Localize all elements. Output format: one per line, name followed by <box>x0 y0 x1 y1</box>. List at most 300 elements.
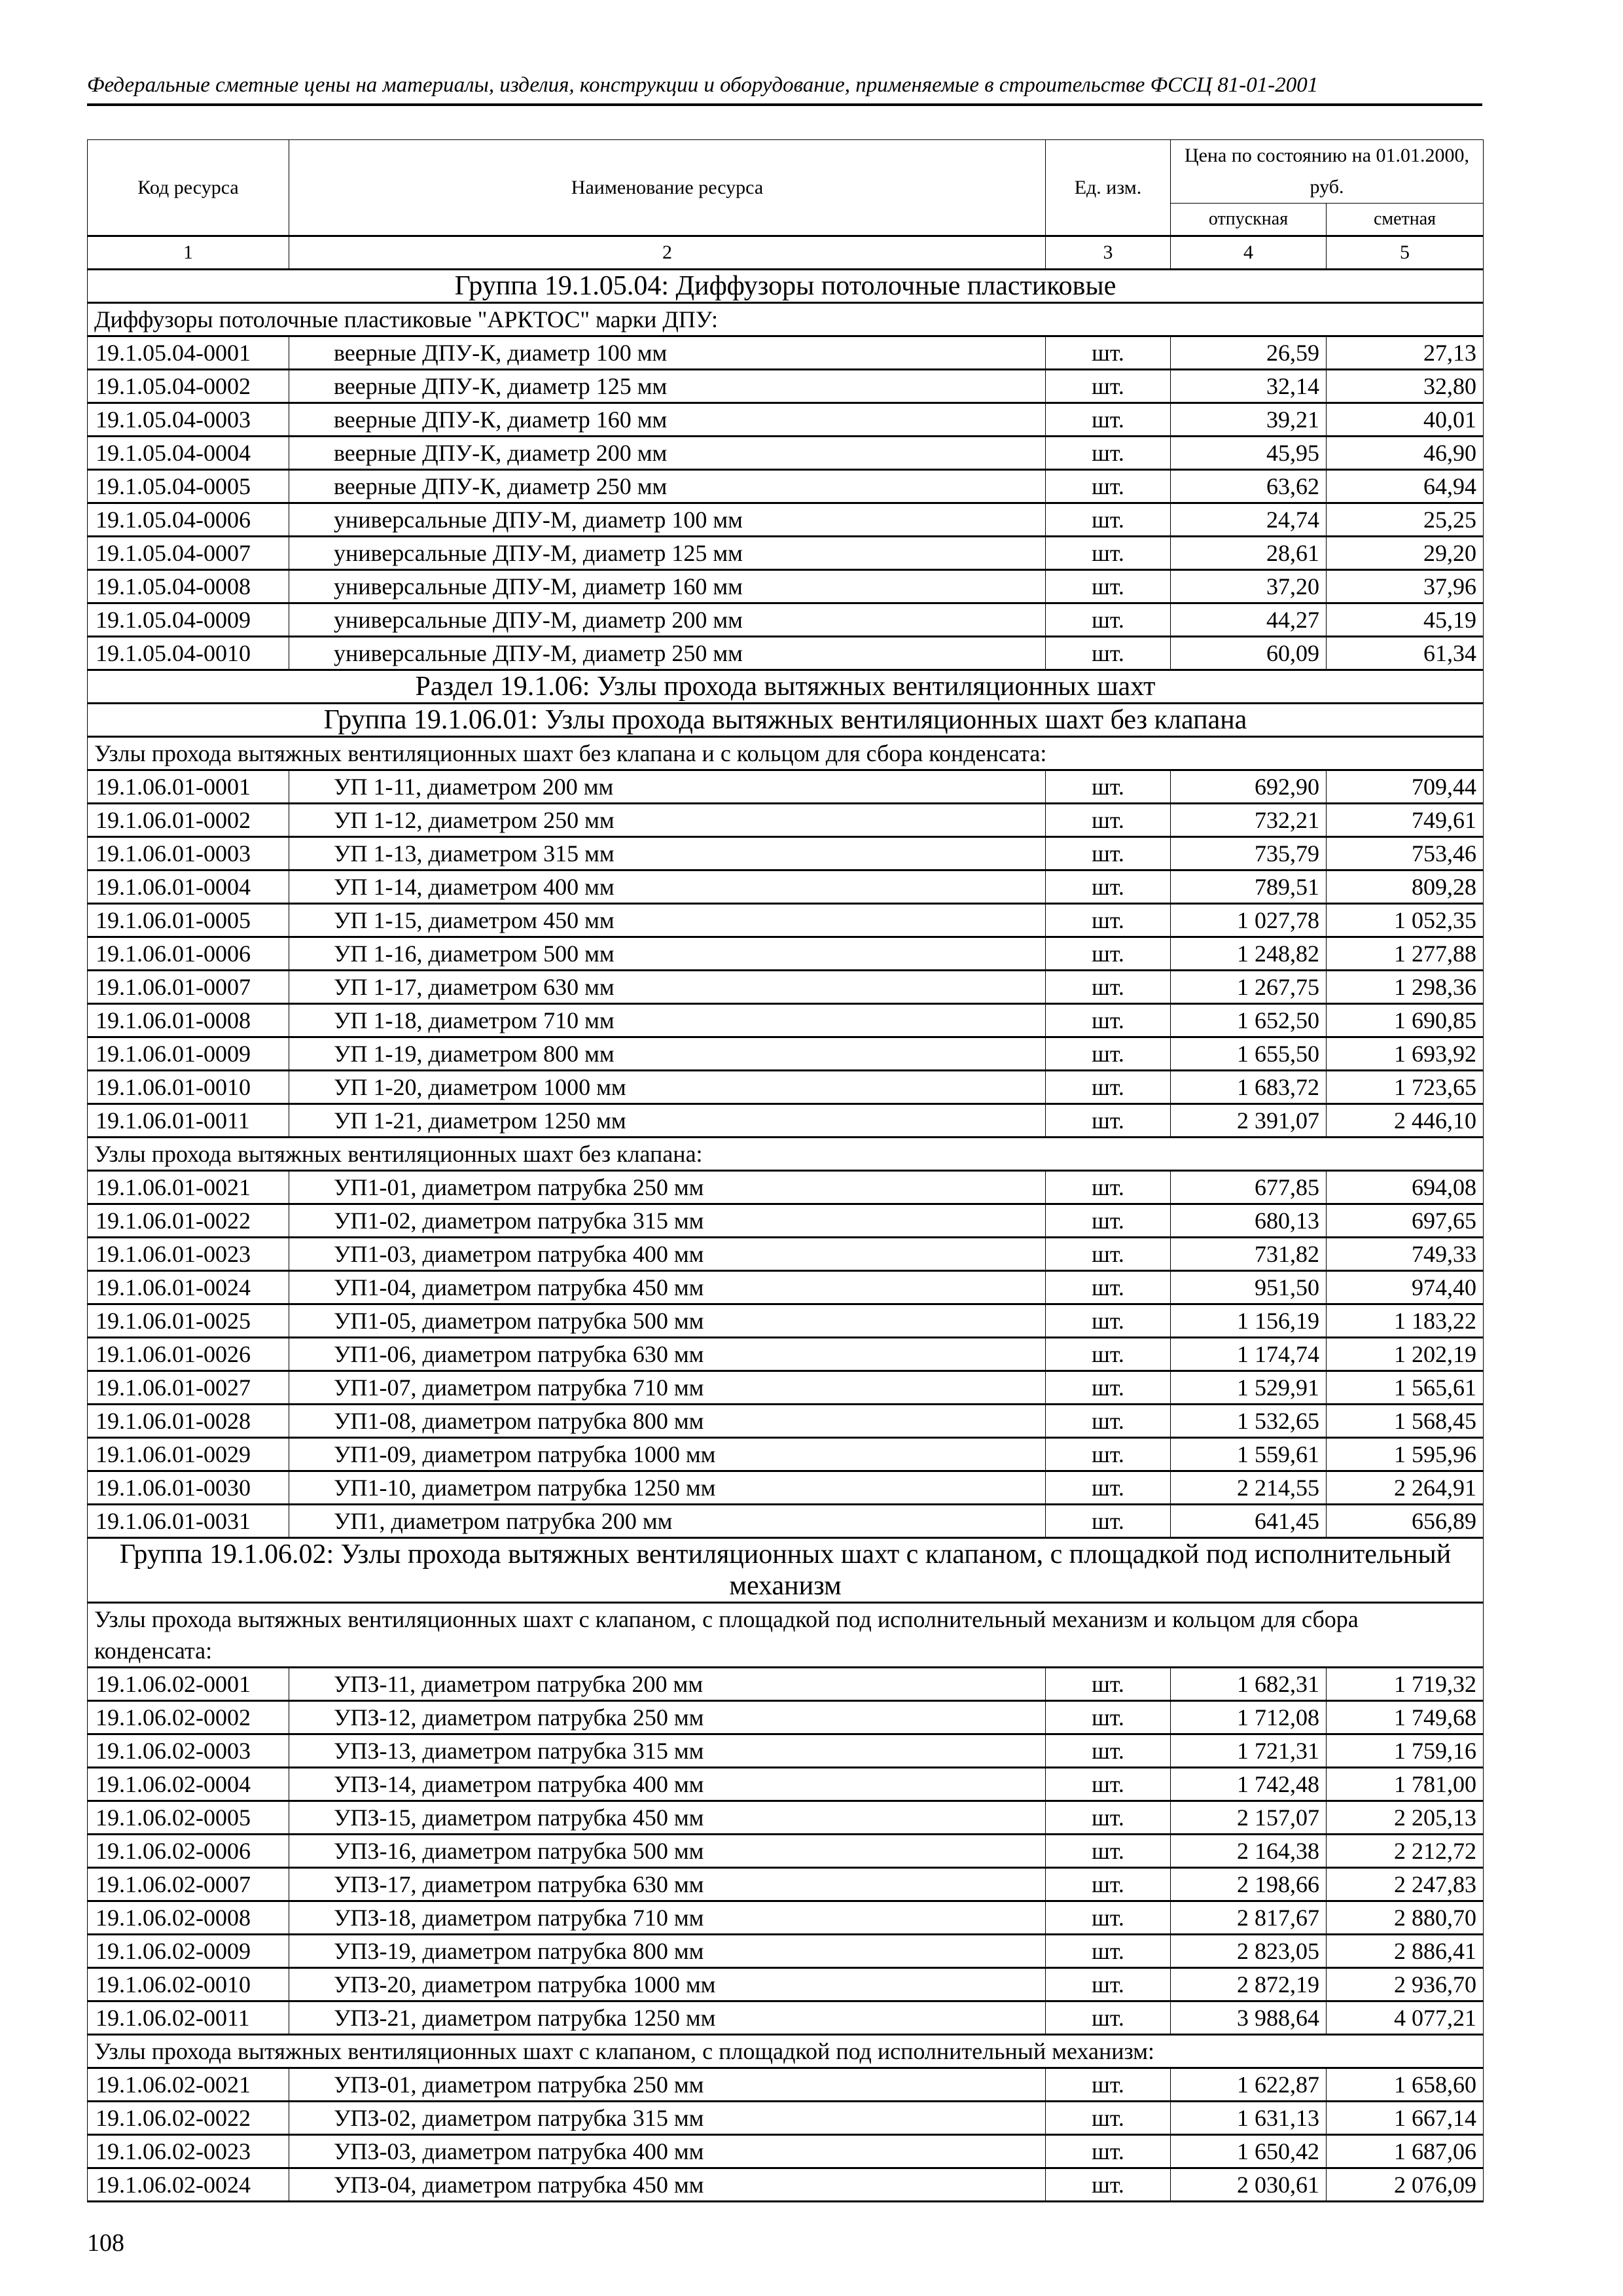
table-row <box>88 2102 1484 2135</box>
header-rule <box>87 103 1482 106</box>
resource-code: 19.1.06.02-0006 <box>88 1835 289 1868</box>
resource-name: УП1-04, диаметром патрубка 450 мм <box>289 1271 1046 1304</box>
resource-code: 19.1.05.04-0002 <box>88 370 289 403</box>
group-title-row <box>88 704 1484 737</box>
unit: шт. <box>1046 1438 1171 1471</box>
resource-code: 19.1.06.02-0004 <box>88 1768 289 1801</box>
price-release: 1 683,72 <box>1171 1071 1327 1104</box>
resource-code: 19.1.06.01-0031 <box>88 1505 289 1538</box>
table-row <box>88 1801 1484 1835</box>
price-release: 641,45 <box>1171 1505 1327 1538</box>
resource-code: 19.1.06.01-0029 <box>88 1438 289 1471</box>
resource-code: 19.1.06.01-0021 <box>88 1171 289 1204</box>
resource-code: 19.1.05.04-0001 <box>88 336 289 370</box>
table-row <box>88 1734 1484 1768</box>
price-release: 32,14 <box>1171 370 1327 403</box>
table-row <box>88 1968 1484 2001</box>
resource-name: УП 1-13, диаметром 315 мм <box>289 837 1046 870</box>
unit: шт. <box>1046 603 1171 637</box>
resource-code: 19.1.06.01-0004 <box>88 870 289 904</box>
price-release: 45,95 <box>1171 437 1327 470</box>
unit: шт. <box>1046 1004 1171 1037</box>
column-number-row <box>88 236 1484 270</box>
header-code: Код ресурса <box>88 140 289 236</box>
price-estimate: 2 076,09 <box>1327 2168 1484 2202</box>
price-estimate: 1 690,85 <box>1327 1004 1484 1037</box>
unit: шт. <box>1046 1271 1171 1304</box>
unit: шт. <box>1046 2102 1171 2135</box>
resource-name: УП1-06, диаметром патрубка 630 мм <box>289 1338 1046 1371</box>
resource-code: 19.1.06.01-0002 <box>88 804 289 837</box>
price-release: 1 622,87 <box>1171 2068 1327 2102</box>
unit: шт. <box>1046 2068 1171 2102</box>
price-release: 735,79 <box>1171 837 1327 870</box>
price-estimate: 2 247,83 <box>1327 1868 1484 1901</box>
table-row <box>88 2068 1484 2102</box>
subgroup-title: Узлы прохода вытяжных вентиляционных шахт без клапана: <box>88 1138 1484 1171</box>
price-release: 37,20 <box>1171 570 1327 603</box>
unit: шт. <box>1046 437 1171 470</box>
price-estimate: 46,90 <box>1327 437 1484 470</box>
resource-code: 19.1.06.01-0009 <box>88 1037 289 1071</box>
price-release: 1 529,91 <box>1171 1371 1327 1405</box>
resource-code: 19.1.06.01-0003 <box>88 837 289 870</box>
table-row <box>88 937 1484 971</box>
unit: шт. <box>1046 1968 1171 2001</box>
unit: шт. <box>1046 1835 1171 1868</box>
price-estimate: 1 749,68 <box>1327 1701 1484 1734</box>
table-row <box>88 336 1484 370</box>
resource-code: 19.1.06.01-0027 <box>88 1371 289 1405</box>
table-row <box>88 1204 1484 1238</box>
price-release: 1 267,75 <box>1171 971 1327 1004</box>
price-release: 2 164,38 <box>1171 1835 1327 1868</box>
header-price-estimate: сметная <box>1327 204 1484 236</box>
price-release: 951,50 <box>1171 1271 1327 1304</box>
price-release: 2 823,05 <box>1171 1935 1327 1968</box>
price-release: 2 817,67 <box>1171 1901 1327 1935</box>
price-estimate: 2 886,41 <box>1327 1935 1484 1968</box>
table-row <box>88 971 1484 1004</box>
price-release: 3 988,64 <box>1171 2001 1327 2035</box>
resource-name: веерные ДПУ-К, диаметр 250 мм <box>289 470 1046 503</box>
resource-code: 19.1.06.01-0024 <box>88 1271 289 1304</box>
price-table <box>87 139 1484 2202</box>
resource-name: УП 1-18, диаметром 710 мм <box>289 1004 1046 1037</box>
resource-name: УП 1-20, диаметром 1000 мм <box>289 1071 1046 1104</box>
resource-code: 19.1.05.04-0010 <box>88 637 289 670</box>
resource-name: УПЗ-18, диаметром патрубка 710 мм <box>289 1901 1046 1935</box>
price-estimate: 694,08 <box>1327 1171 1484 1204</box>
subgroup-row <box>88 2035 1484 2068</box>
group-title: Раздел 19.1.06: Узлы прохода вытяжных вентиляционных шахт <box>88 670 1484 704</box>
price-release: 680,13 <box>1171 1204 1327 1238</box>
table-row <box>88 1004 1484 1037</box>
price-estimate: 809,28 <box>1327 870 1484 904</box>
price-release: 63,62 <box>1171 470 1327 503</box>
price-release: 60,09 <box>1171 637 1327 670</box>
price-release: 2 872,19 <box>1171 1968 1327 2001</box>
table-row <box>88 637 1484 670</box>
table-row <box>88 1171 1484 1204</box>
price-estimate: 2 880,70 <box>1327 1901 1484 1935</box>
table-row <box>88 1668 1484 1701</box>
table-row <box>88 370 1484 403</box>
resource-code: 19.1.06.01-0022 <box>88 1204 289 1238</box>
resource-name: УПЗ-16, диаметром патрубка 500 мм <box>289 1835 1046 1868</box>
table-row <box>88 1238 1484 1271</box>
price-release: 1 156,19 <box>1171 1304 1327 1338</box>
resource-name: УПЗ-21, диаметром патрубка 1250 мм <box>289 2001 1046 2035</box>
price-estimate: 64,94 <box>1327 470 1484 503</box>
unit: шт. <box>1046 1405 1171 1438</box>
price-estimate: 1 202,19 <box>1327 1338 1484 1371</box>
price-estimate: 709,44 <box>1327 770 1484 804</box>
price-release: 1 631,13 <box>1171 2102 1327 2135</box>
price-estimate: 1 687,06 <box>1327 2135 1484 2168</box>
price-estimate: 2 446,10 <box>1327 1104 1484 1138</box>
resource-code: 19.1.05.04-0007 <box>88 537 289 570</box>
price-estimate: 2 936,70 <box>1327 1968 1484 2001</box>
group-title: Группа 19.1.05.04: Диффузоры потолочные пластиковые <box>88 270 1484 303</box>
resource-name: веерные ДПУ-К, диаметр 200 мм <box>289 437 1046 470</box>
unit: шт. <box>1046 2135 1171 2168</box>
price-estimate: 32,80 <box>1327 370 1484 403</box>
resource-name: УП 1-11, диаметром 200 мм <box>289 770 1046 804</box>
resource-name: УП 1-19, диаметром 800 мм <box>289 1037 1046 1071</box>
price-release: 1 559,61 <box>1171 1438 1327 1471</box>
price-release: 1 532,65 <box>1171 1405 1327 1438</box>
subgroup-title: Узлы прохода вытяжных вентиляционных шахт без клапана и с кольцом для сбора конденсата: <box>88 737 1484 770</box>
resource-code: 19.1.06.02-0011 <box>88 2001 289 2035</box>
resource-code: 19.1.06.01-0001 <box>88 770 289 804</box>
resource-code: 19.1.06.01-0006 <box>88 937 289 971</box>
header-price-release: отпускная <box>1171 204 1327 236</box>
price-estimate: 2 212,72 <box>1327 1835 1484 1868</box>
resource-name: веерные ДПУ-К, диаметр 125 мм <box>289 370 1046 403</box>
price-release: 24,74 <box>1171 503 1327 537</box>
table-row <box>88 1835 1484 1868</box>
table-row <box>88 1438 1484 1471</box>
resource-code: 19.1.06.01-0030 <box>88 1471 289 1505</box>
table-row <box>88 2135 1484 2168</box>
price-estimate: 753,46 <box>1327 837 1484 870</box>
resource-code: 19.1.06.02-0009 <box>88 1935 289 1968</box>
price-release: 2 391,07 <box>1171 1104 1327 1138</box>
price-estimate: 1 719,32 <box>1327 1668 1484 1701</box>
price-release: 2 030,61 <box>1171 2168 1327 2202</box>
price-estimate: 1 277,88 <box>1327 937 1484 971</box>
table-row <box>88 1701 1484 1734</box>
resource-name: УП1, диаметром патрубка 200 мм <box>289 1505 1046 1538</box>
table-row <box>88 403 1484 437</box>
unit: шт. <box>1046 1204 1171 1238</box>
resource-name: УП1-02, диаметром патрубка 315 мм <box>289 1204 1046 1238</box>
price-release: 692,90 <box>1171 770 1327 804</box>
resource-code: 19.1.06.02-0008 <box>88 1901 289 1935</box>
price-estimate: 749,33 <box>1327 1238 1484 1271</box>
table-row <box>88 904 1484 937</box>
table-row <box>88 2001 1484 2035</box>
resource-name: УПЗ-19, диаметром патрубка 800 мм <box>289 1935 1046 1968</box>
unit: шт. <box>1046 837 1171 870</box>
unit: шт. <box>1046 370 1171 403</box>
unit: шт. <box>1046 1701 1171 1734</box>
resource-code: 19.1.05.04-0008 <box>88 570 289 603</box>
resource-name: УПЗ-20, диаметром патрубка 1000 мм <box>289 1968 1046 2001</box>
header-name: Наименование ресурса <box>289 140 1046 236</box>
unit: шт. <box>1046 804 1171 837</box>
resource-name: универсальные ДПУ-М, диаметр 200 мм <box>289 603 1046 637</box>
price-estimate: 749,61 <box>1327 804 1484 837</box>
table-row <box>88 1037 1484 1071</box>
resource-name: УПЗ-15, диаметром патрубка 450 мм <box>289 1801 1046 1835</box>
unit: шт. <box>1046 570 1171 603</box>
price-release: 2 157,07 <box>1171 1801 1327 1835</box>
resource-code: 19.1.06.02-0001 <box>88 1668 289 1701</box>
table-row <box>88 770 1484 804</box>
group-title: Группа 19.1.06.01: Узлы прохода вытяжных вентиляционных шахт без клапана <box>88 704 1484 737</box>
table-row <box>88 1471 1484 1505</box>
resource-name: УПЗ-14, диаметром патрубка 400 мм <box>289 1768 1046 1801</box>
price-estimate: 1 667,14 <box>1327 2102 1484 2135</box>
resource-name: УП1-10, диаметром патрубка 1250 мм <box>289 1471 1046 1505</box>
resource-code: 19.1.06.01-0005 <box>88 904 289 937</box>
resource-code: 19.1.06.01-0011 <box>88 1104 289 1138</box>
price-estimate: 1 658,60 <box>1327 2068 1484 2102</box>
price-release: 28,61 <box>1171 537 1327 570</box>
resource-code: 19.1.06.02-0022 <box>88 2102 289 2135</box>
group-title-row <box>88 270 1484 303</box>
resource-name: УП 1-21, диаметром 1250 мм <box>289 1104 1046 1138</box>
unit: шт. <box>1046 1071 1171 1104</box>
resource-code: 19.1.06.02-0021 <box>88 2068 289 2102</box>
price-estimate: 45,19 <box>1327 603 1484 637</box>
price-release: 1 712,08 <box>1171 1701 1327 1734</box>
resource-name: УПЗ-01, диаметром патрубка 250 мм <box>289 2068 1046 2102</box>
subgroup-title: Диффузоры потолочные пластиковые "АРКТОС" марки ДПУ: <box>88 303 1484 336</box>
table-body <box>88 236 1484 2202</box>
unit: шт. <box>1046 1304 1171 1338</box>
subgroup-row <box>88 1138 1484 1171</box>
resource-code: 19.1.06.01-0010 <box>88 1071 289 1104</box>
resource-name: УП 1-12, диаметром 250 мм <box>289 804 1046 837</box>
resource-code: 19.1.05.04-0003 <box>88 403 289 437</box>
resource-name: УП 1-15, диаметром 450 мм <box>289 904 1046 937</box>
resource-name: УПЗ-02, диаметром патрубка 315 мм <box>289 2102 1046 2135</box>
subgroup-row <box>88 303 1484 336</box>
resource-code: 19.1.06.02-0007 <box>88 1868 289 1901</box>
resource-code: 19.1.06.02-0024 <box>88 2168 289 2202</box>
resource-name: УП1-05, диаметром патрубка 500 мм <box>289 1304 1046 1338</box>
table-row <box>88 1901 1484 1935</box>
column-number: 5 <box>1327 236 1484 270</box>
unit: шт. <box>1046 1171 1171 1204</box>
price-release: 1 650,42 <box>1171 2135 1327 2168</box>
price-release: 1 655,50 <box>1171 1037 1327 1071</box>
subgroup-row <box>88 737 1484 770</box>
price-estimate: 1 298,36 <box>1327 971 1484 1004</box>
unit: шт. <box>1046 1037 1171 1071</box>
resource-code: 19.1.06.01-0028 <box>88 1405 289 1438</box>
table-row <box>88 503 1484 537</box>
table-row <box>88 1935 1484 1968</box>
subgroup-row <box>88 1603 1484 1668</box>
price-release: 1 652,50 <box>1171 1004 1327 1037</box>
unit: шт. <box>1046 870 1171 904</box>
price-estimate: 1 568,45 <box>1327 1405 1484 1438</box>
resource-code: 19.1.06.01-0025 <box>88 1304 289 1338</box>
resource-name: УПЗ-03, диаметром патрубка 400 мм <box>289 2135 1046 2168</box>
table-row <box>88 1505 1484 1538</box>
column-number: 4 <box>1171 236 1327 270</box>
resource-name: универсальные ДПУ-М, диаметр 100 мм <box>289 503 1046 537</box>
table-row <box>88 870 1484 904</box>
price-release: 731,82 <box>1171 1238 1327 1271</box>
resource-name: УП 1-16, диаметром 500 мм <box>289 937 1046 971</box>
unit: шт. <box>1046 336 1171 370</box>
resource-name: УП 1-14, диаметром 400 мм <box>289 870 1046 904</box>
unit: шт. <box>1046 503 1171 537</box>
resource-name: УПЗ-12, диаметром патрубка 250 мм <box>289 1701 1046 1734</box>
header-price-group: Цена по состоянию на 01.01.2000, руб. <box>1171 140 1484 204</box>
resource-code: 19.1.06.01-0008 <box>88 1004 289 1037</box>
unit: шт. <box>1046 1935 1171 1968</box>
subgroup-title: Узлы прохода вытяжных вентиляционных шахт с клапаном, с площадкой под исполнительный механизм и кольцом для сбора конденсата: <box>88 1603 1484 1668</box>
price-release: 677,85 <box>1171 1171 1327 1204</box>
price-release: 2 214,55 <box>1171 1471 1327 1505</box>
unit: шт. <box>1046 637 1171 670</box>
unit: шт. <box>1046 770 1171 804</box>
table-header <box>88 140 1484 236</box>
group-title-row <box>88 670 1484 704</box>
price-estimate: 697,65 <box>1327 1204 1484 1238</box>
resource-name: веерные ДПУ-К, диаметр 160 мм <box>289 403 1046 437</box>
unit: шт. <box>1046 1734 1171 1768</box>
price-release: 26,59 <box>1171 336 1327 370</box>
table-row <box>88 1868 1484 1901</box>
price-release: 1 027,78 <box>1171 904 1327 937</box>
table-row <box>88 570 1484 603</box>
resource-name: универсальные ДПУ-М, диаметр 250 мм <box>289 637 1046 670</box>
price-estimate: 61,34 <box>1327 637 1484 670</box>
table-row <box>88 1271 1484 1304</box>
subgroup-title: Узлы прохода вытяжных вентиляционных шахт с клапаном, с площадкой под исполнительный механизм: <box>88 2035 1484 2068</box>
price-release: 1 721,31 <box>1171 1734 1327 1768</box>
unit: шт. <box>1046 1371 1171 1405</box>
price-estimate: 1 183,22 <box>1327 1304 1484 1338</box>
unit: шт. <box>1046 403 1171 437</box>
page-number: 108 <box>87 2229 124 2257</box>
column-number: 3 <box>1046 236 1171 270</box>
resource-name: УП1-08, диаметром патрубка 800 мм <box>289 1405 1046 1438</box>
table-row <box>88 1338 1484 1371</box>
price-release: 1 248,82 <box>1171 937 1327 971</box>
resource-code: 19.1.05.04-0009 <box>88 603 289 637</box>
resource-name: УПЗ-13, диаметром патрубка 315 мм <box>289 1734 1046 1768</box>
unit: шт. <box>1046 1901 1171 1935</box>
resource-code: 19.1.06.02-0003 <box>88 1734 289 1768</box>
price-estimate: 2 264,91 <box>1327 1471 1484 1505</box>
table-row <box>88 1071 1484 1104</box>
price-estimate: 27,13 <box>1327 336 1484 370</box>
resource-code: 19.1.06.01-0007 <box>88 971 289 1004</box>
resource-name: УП1-03, диаметром патрубка 400 мм <box>289 1238 1046 1271</box>
price-estimate: 4 077,21 <box>1327 2001 1484 2035</box>
resource-code: 19.1.06.02-0005 <box>88 1801 289 1835</box>
unit: шт. <box>1046 1768 1171 1801</box>
table-row <box>88 1104 1484 1138</box>
resource-code: 19.1.05.04-0004 <box>88 437 289 470</box>
table-row <box>88 603 1484 637</box>
price-release: 789,51 <box>1171 870 1327 904</box>
price-estimate: 974,40 <box>1327 1271 1484 1304</box>
resource-name: УПЗ-17, диаметром патрубка 630 мм <box>289 1868 1046 1901</box>
price-release: 732,21 <box>1171 804 1327 837</box>
table-row <box>88 837 1484 870</box>
resource-code: 19.1.06.02-0010 <box>88 1968 289 2001</box>
group-title: Группа 19.1.06.02: Узлы прохода вытяжных вентиляционных шахт с клапаном, с площадкой под исполнительный механизм <box>88 1538 1484 1603</box>
column-number: 2 <box>289 236 1046 270</box>
resource-code: 19.1.05.04-0006 <box>88 503 289 537</box>
resource-code: 19.1.06.02-0002 <box>88 1701 289 1734</box>
price-estimate: 1 565,61 <box>1327 1371 1484 1405</box>
unit: шт. <box>1046 971 1171 1004</box>
resource-name: УПЗ-11, диаметром патрубка 200 мм <box>289 1668 1046 1701</box>
price-estimate: 1 052,35 <box>1327 904 1484 937</box>
price-estimate: 1 693,92 <box>1327 1037 1484 1071</box>
price-estimate: 2 205,13 <box>1327 1801 1484 1835</box>
price-estimate: 25,25 <box>1327 503 1484 537</box>
unit: шт. <box>1046 1668 1171 1701</box>
price-estimate: 29,20 <box>1327 537 1484 570</box>
price-estimate: 1 723,65 <box>1327 1071 1484 1104</box>
table-row <box>88 1405 1484 1438</box>
header-unit: Ед. изм. <box>1046 140 1171 236</box>
resource-name: УП1-09, диаметром патрубка 1000 мм <box>289 1438 1046 1471</box>
price-estimate: 37,96 <box>1327 570 1484 603</box>
resource-name: веерные ДПУ-К, диаметр 100 мм <box>289 336 1046 370</box>
unit: шт. <box>1046 1338 1171 1371</box>
price-release: 1 682,31 <box>1171 1668 1327 1701</box>
price-release: 1 742,48 <box>1171 1768 1327 1801</box>
unit: шт. <box>1046 537 1171 570</box>
column-number: 1 <box>88 236 289 270</box>
unit: шт. <box>1046 937 1171 971</box>
group-title-row <box>88 1538 1484 1603</box>
resource-code: 19.1.06.02-0023 <box>88 2135 289 2168</box>
table-row <box>88 1371 1484 1405</box>
table-row <box>88 2168 1484 2202</box>
price-release: 44,27 <box>1171 603 1327 637</box>
resource-code: 19.1.06.01-0023 <box>88 1238 289 1271</box>
price-estimate: 40,01 <box>1327 403 1484 437</box>
unit: шт. <box>1046 2001 1171 2035</box>
resource-name: универсальные ДПУ-М, диаметр 160 мм <box>289 570 1046 603</box>
unit: шт. <box>1046 1868 1171 1901</box>
table-row <box>88 1768 1484 1801</box>
price-estimate: 656,89 <box>1327 1505 1484 1538</box>
price-release: 2 198,66 <box>1171 1868 1327 1901</box>
price-estimate: 1 595,96 <box>1327 1438 1484 1471</box>
unit: шт. <box>1046 1238 1171 1271</box>
resource-name: УП1-07, диаметром патрубка 710 мм <box>289 1371 1046 1405</box>
table-row <box>88 1304 1484 1338</box>
price-estimate: 1 759,16 <box>1327 1734 1484 1768</box>
price-estimate: 1 781,00 <box>1327 1768 1484 1801</box>
resource-name: УП1-01, диаметром патрубка 250 мм <box>289 1171 1046 1204</box>
unit: шт. <box>1046 470 1171 503</box>
